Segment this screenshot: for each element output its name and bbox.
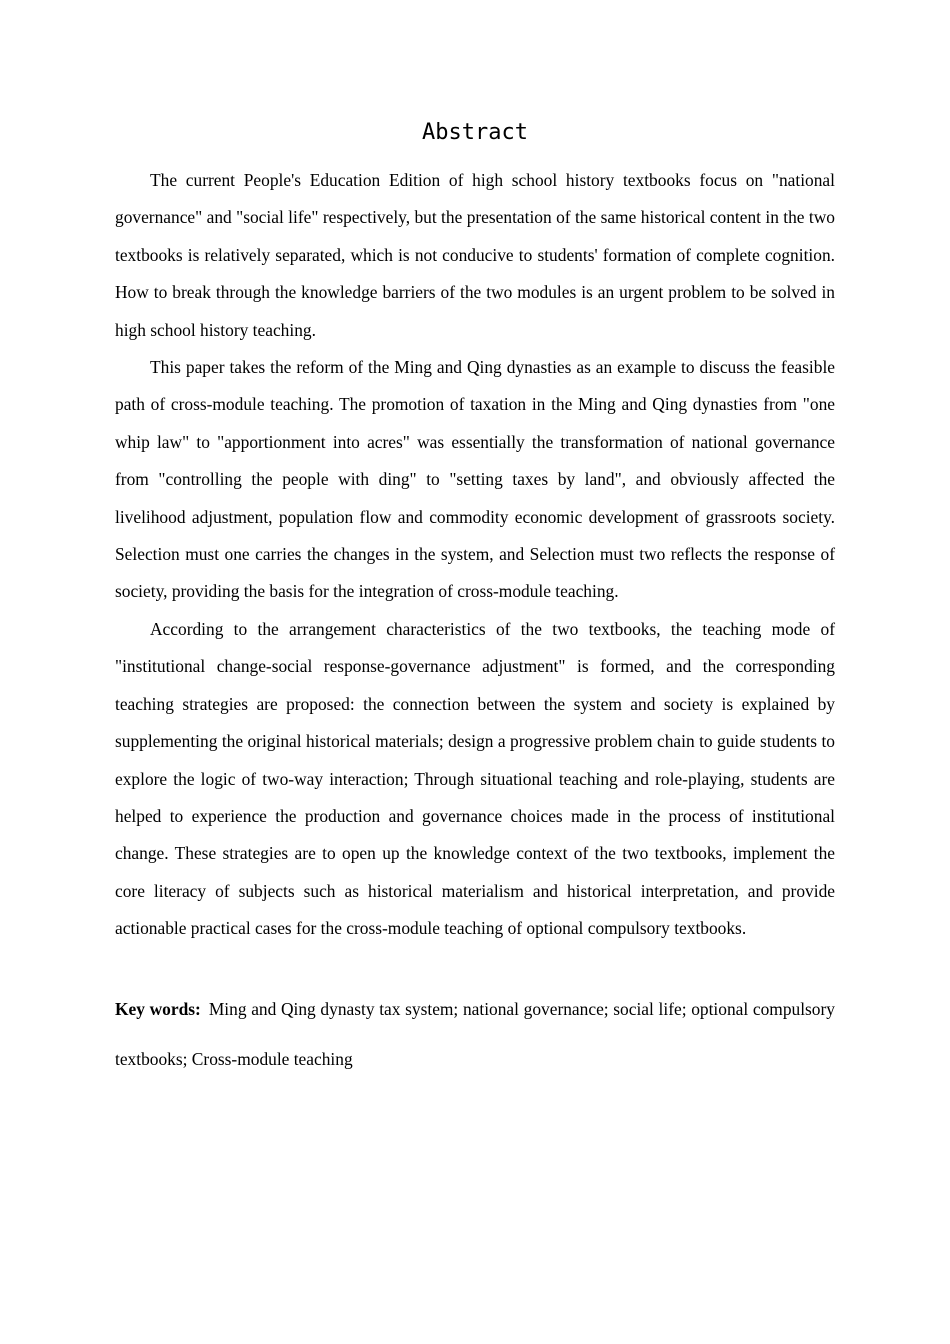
keywords-line bbox=[115, 984, 835, 1084]
keywords-label: Key words: bbox=[115, 998, 201, 1019]
abstract-paragraph-3: According to the arrangement characteristics of the two textbooks, the teaching mode of "institutional change-social response-governance adjustment" is formed, and the corresponding teaching strategies are proposed: the connection between the system and society is explained by supplementing the original historical materials; design a progressive problem chain to guide students to explore the logic of two-way interaction; Through situational teaching and role-playing, students are helped to experience the production and governance choices made in the process of institutional change. These strategies are to open up the knowledge context of the two textbooks, implement the core literacy of subjects such as historical materialism and historical interpretation, and provide actionable practical cases for the cross-module teaching of optional compulsory textbooks. bbox=[115, 618, 835, 939]
keywords-text: Ming and Qing dynasty tax system; national governance; social life; optional compulsory textbooks; Cross-module teaching bbox=[115, 998, 835, 1069]
abstract-title: Abstract bbox=[422, 120, 528, 145]
abstract-paragraph-2: This paper takes the reform of the Ming and Qing dynasties as an example to discuss the feasible path of cross-module teaching. The promotion of taxation in the Ming and Qing dynasties from "one whip law" to "apportionment into acres" was essentially the transformation of national governance from "controlling the people with ding" to "setting taxes by land", and obviously affected the livelihood adjustment, population flow and commodity economic development of grassroots society. Selection must one carries the changes in the system, and Selection must two reflects the response of society, providing the basis for the integration of cross-module teaching. bbox=[115, 357, 835, 602]
abstract-paragraph-1: The current People's Education Edition of high school history textbooks focus on "national governance" and "social life" respectively, but the presentation of the same historical content in the two textbooks is relatively separated, which is not conducive to students' formation of complete cognition. How to break through the knowledge barriers of the two modules is an urgent problem to be solved in high school history teaching. bbox=[115, 170, 835, 340]
abstract-page bbox=[115, 118, 835, 1084]
